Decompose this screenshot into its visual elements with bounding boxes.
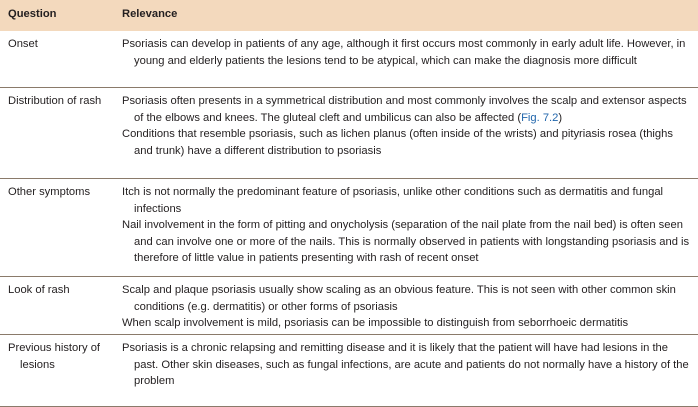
question-cell: Onset	[8, 38, 38, 50]
relevance-paragraph: Scalp and plaque psoriasis usually show scaling as an obvious feature. This is not seen with other common skin conditions (e.g. dermatitis) or other forms of psoriasis	[122, 284, 676, 313]
relevance-cell	[122, 36, 694, 69]
relevance-paragraph: Nail involvement in the form of pitting and onycholysis (separation of the nail plate from the nail bed) is often seen and can involve one or more of the nails. This is normally observed in patients with longstanding psoriasis and is therefore of little value in patients presenting with rash of recent onset	[122, 219, 690, 264]
question-cell: Previous history of lesions	[8, 342, 101, 371]
relevance-paragraph: Psoriasis can develop in patients of any age, although it first occurs most commonly in early adult life. However, in young and elderly patients the lesions tend to be atypical, which can make the diagnosis more difficult	[122, 38, 686, 67]
relevance-cell	[122, 93, 694, 159]
table-header	[0, 0, 698, 32]
header-relevance: Relevance	[122, 8, 178, 20]
question-cell: Look of rash	[8, 284, 70, 296]
relevance-paragraph: Psoriasis is a chronic relapsing and remitting disease and it is likely that the patient will have had lesions in the past. Other skin diseases, such as fungal infections, are acute and patients do not normally have a history of the problem	[122, 342, 689, 387]
figure-reference-link[interactable]: Fig. 7.2	[521, 111, 559, 124]
relevance-paragraph: Psoriasis often presents in a symmetrical distribution and most commonly involves the scalp and extensor aspects of the elbows and knees. The gluteal cleft and umbilicus can also be affected (Fig. 7.2)	[122, 95, 687, 124]
table-row-look-of-rash	[0, 277, 698, 335]
table-row-distribution	[0, 88, 698, 179]
relevance-paragraph: Itch is not normally the predominant feature of psoriasis, unlike other conditions such as dermatitis and fungal infections	[122, 186, 664, 215]
relevance-cell	[122, 184, 694, 267]
table-row-onset	[0, 31, 698, 88]
relevance-cell	[122, 282, 694, 332]
relevance-paragraph: When scalp involvement is mild, psoriasis can be impossible to distinguish from seborrhoeic dermatitis	[122, 317, 629, 329]
question-cell: Distribution of rash	[8, 95, 102, 107]
relevance-paragraph: Conditions that resemble psoriasis, such as lichen planus (often inside of the wrists) and pityriasis rosea (thighs and trunk) have a different distribution to psoriasis	[122, 128, 673, 157]
header-question: Question	[8, 8, 57, 20]
table-row-previous-history	[0, 335, 698, 407]
table-row-other-symptoms	[0, 179, 698, 277]
question-cell: Other symptoms	[8, 186, 91, 198]
relevance-cell	[122, 340, 694, 390]
